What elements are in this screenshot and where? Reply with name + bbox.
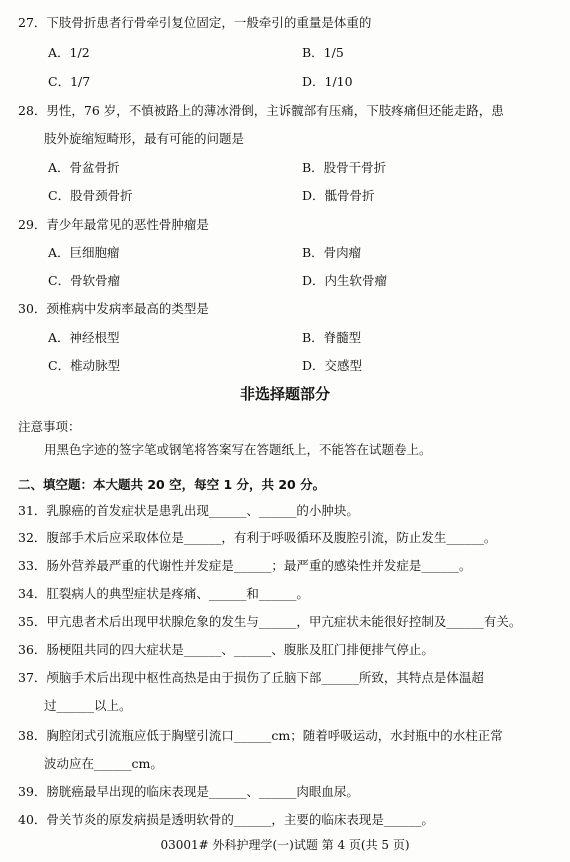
q28-stem-line2: 肢外旋缩短畸形，最有可能的问题是	[44, 131, 245, 146]
section-title: 非选择题部分	[239, 385, 330, 403]
q38-line1: 38．胸腔闭式引流瓶应低于胸壁引流口______cm；随着呼吸运动，水封瓶中的水柱正常	[18, 728, 503, 743]
q30-option-b: B．脊髓型	[302, 330, 362, 345]
q27-option-d: D．1/10	[302, 74, 353, 89]
q28-option-d: D．骶骨骨折	[302, 188, 375, 203]
q34: 34．肛裂病人的典型症状是疼痛、______和______。	[18, 586, 309, 601]
q29-option-c: C．骨软骨瘤	[48, 273, 121, 288]
q27-option-b: B．1/5	[302, 45, 344, 60]
q29-option-a: A．巨细胞瘤	[48, 245, 120, 260]
q29-option-d: D．内生软骨瘤	[302, 273, 388, 288]
q31: 31．乳腺癌的首发症状是患乳出现______、______的小肿块。	[18, 503, 359, 518]
q28-stem-line1: 28．男性，76 岁，不慎被路上的薄冰滑倒，主诉髋部有压痛，下肢疼痛但还能走路，患	[18, 103, 504, 118]
q30-option-a: A．神经根型	[48, 330, 120, 345]
q30-stem: 30．颈椎病中发病率最高的类型是	[18, 301, 209, 316]
q30-option-c: C．椎动脉型	[48, 358, 121, 373]
q33: 33．肠外营养最严重的代谢性并发症是______；最严重的感染性并发症是______。	[18, 558, 472, 573]
notice-title: 注意事项：	[18, 419, 81, 434]
q38-line2: 波动应在______cm。	[44, 756, 163, 771]
q29-option-b: B．骨肉瘤	[302, 245, 362, 260]
q32: 32．腹部手术后应采取体位是______，有利于呼吸循环及腹腔引流，防止发生______。	[18, 530, 497, 545]
q39: 39．膀胱癌最早出现的临床表现是______、______肉眼血尿。	[18, 784, 359, 799]
notice-text: 用黑色字迹的签字笔或钢笔将答案写在答题纸上，不能答在试题卷上。	[44, 442, 432, 457]
q27-stem: 27．下肢骨折患者行骨牵引复位固定，一般牵引的重量是体重的	[18, 15, 372, 30]
q36: 36．肠梗阻共同的四大症状是______、______、腹胀及肛门排便排气停止。	[18, 642, 434, 657]
q37-line2: 过______以上。	[44, 698, 132, 713]
q27-option-a: A．1/2	[48, 45, 90, 60]
q27-option-c: C．1/7	[48, 74, 91, 89]
q28-option-b: B．股骨干骨折	[302, 160, 387, 175]
page-footer: 03001# 外科护理学(一)试题 第 4 页(共 5 页)	[160, 838, 410, 852]
part2-heading: 二、填空题：本大题共 20 空，每空 1 分，共 20 分。	[18, 477, 326, 492]
q35: 35．甲亢患者术后出现甲状腺危象的发生与______，甲亢症状未能很好控制及______有关。	[18, 614, 522, 629]
q28-option-a: A．骨盆骨折	[48, 160, 120, 175]
q30-option-d: D．交感型	[302, 358, 363, 373]
q37-line1: 37．颅脑手术后出现中枢性高热是由于损伤了丘脑下部______所致，其特点是体温超	[18, 670, 484, 685]
q28-option-c: C．股骨颈骨折	[48, 188, 133, 203]
q29-stem: 29．青少年最常见的恶性骨肿瘤是	[18, 217, 209, 232]
q40: 40．骨关节炎的原发病损是透明软骨的______，主要的临床表现是______。	[18, 812, 434, 827]
